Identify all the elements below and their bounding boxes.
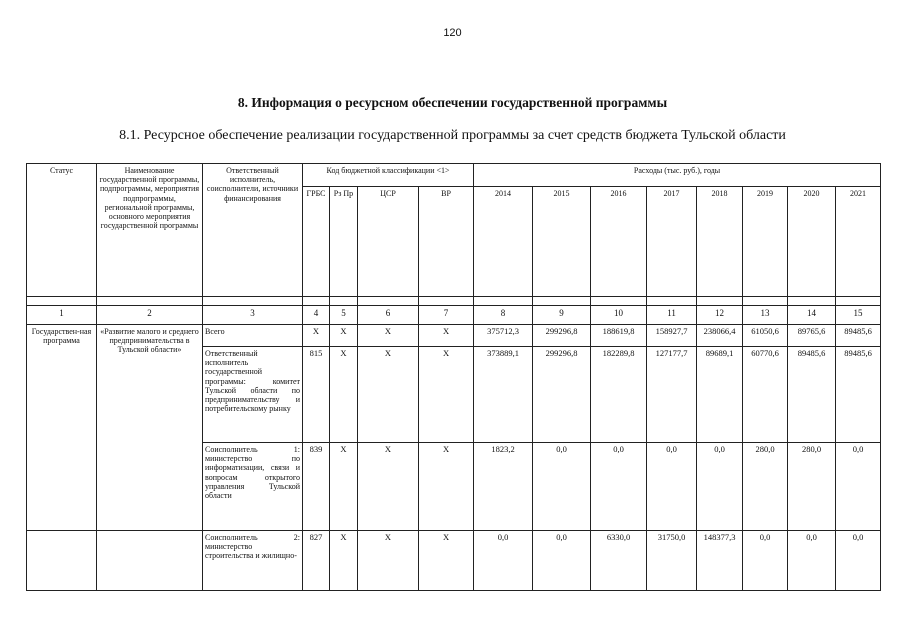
header-year-2016: 2016	[591, 187, 647, 297]
value-cell: 60770,6	[743, 347, 788, 443]
value-cell: 0,0	[836, 531, 881, 591]
value-cell: 238066,4	[697, 325, 743, 347]
status-cell: Государствен-ная программа	[27, 325, 97, 531]
header-grbs: ГРБС	[303, 187, 330, 297]
vr-cell: Х	[419, 531, 474, 591]
header-row-1	[27, 164, 881, 187]
value-cell: 0,0	[591, 443, 647, 531]
value-cell: 280,0	[788, 443, 836, 531]
grbs-cell: 839	[303, 443, 330, 531]
row-label: Всего	[203, 325, 303, 347]
header-year-2020: 2020	[788, 187, 836, 297]
column-number: 7	[419, 306, 474, 325]
column-number: 6	[358, 306, 419, 325]
value-cell: 188619,8	[591, 325, 647, 347]
column-number: 1	[27, 306, 97, 325]
column-number: 10	[591, 306, 647, 325]
value-cell: 375712,3	[474, 325, 533, 347]
column-number: 8	[474, 306, 533, 325]
value-cell: 299296,8	[533, 347, 591, 443]
value-cell: 0,0	[533, 443, 591, 531]
header-year-2014: 2014	[474, 187, 533, 297]
value-cell: 299296,8	[533, 325, 591, 347]
column-number: 15	[836, 306, 881, 325]
value-cell: 6330,0	[591, 531, 647, 591]
rzpr-cell: Х	[330, 325, 358, 347]
column-number-row	[27, 306, 881, 325]
row-label: Ответственный исполнитель государственной программы: комитет Тульской области по предпринимательству и потребительскому рынку	[203, 347, 303, 443]
header-year-2019: 2019	[743, 187, 788, 297]
column-number: 13	[743, 306, 788, 325]
row-label: Соисполнитель 2: министерство строительства и жилищно-	[203, 531, 303, 591]
value-cell: 373889,1	[474, 347, 533, 443]
header-expenses: Расходы (тыс. руб.), годы	[474, 164, 881, 187]
grbs-cell: 815	[303, 347, 330, 443]
subsection-heading: 8.1. Ресурсное обеспечение реализации государственной программы за счет средств бюджета Тульской области	[119, 128, 786, 143]
value-cell: 182289,8	[591, 347, 647, 443]
column-number: 9	[533, 306, 591, 325]
header-responsible: Ответственный исполнитель, соисполнители, источники финансирования	[203, 164, 303, 297]
program-name-cell	[97, 531, 203, 591]
value-cell: 61050,6	[743, 325, 788, 347]
rzpr-cell: Х	[330, 531, 358, 591]
column-number: 5	[330, 306, 358, 325]
vr-cell: Х	[419, 347, 474, 443]
header-year-2018: 2018	[697, 187, 743, 297]
vr-cell: Х	[419, 443, 474, 531]
value-cell: 89485,6	[836, 325, 881, 347]
rzpr-cell: Х	[330, 443, 358, 531]
table-row	[27, 531, 881, 591]
value-cell: 0,0	[474, 531, 533, 591]
value-cell: 89765,6	[788, 325, 836, 347]
header-vr: ВР	[419, 187, 474, 297]
header-name: Наименование государственной программы, подпрограммы, мероприятия подпрограммы, региональной программы, основного мероприятия государственной программы	[97, 164, 203, 297]
rzpr-cell: Х	[330, 347, 358, 443]
column-number: 12	[697, 306, 743, 325]
resource-table	[26, 163, 881, 591]
header-status: Статус	[27, 164, 97, 297]
header-year-2021: 2021	[836, 187, 881, 297]
value-cell: 0,0	[533, 531, 591, 591]
column-number: 3	[203, 306, 303, 325]
header-csr: ЦСР	[358, 187, 419, 297]
row-label: Соисполнитель 1: министерство по информатизации, связи и вопросам открытого управления Тульской области	[203, 443, 303, 531]
value-cell: 0,0	[697, 443, 743, 531]
table-row	[27, 325, 881, 347]
column-number: 11	[647, 306, 697, 325]
value-cell: 1823,2	[474, 443, 533, 531]
column-number: 2	[97, 306, 203, 325]
value-cell: 31750,0	[647, 531, 697, 591]
header-rzpr: Рз Пр	[330, 187, 358, 297]
csr-cell: Х	[358, 443, 419, 531]
value-cell: 127177,7	[647, 347, 697, 443]
status-cell	[27, 531, 97, 591]
csr-cell: Х	[358, 325, 419, 347]
program-name-cell: «Развитие малого и среднего предпринимательства в Тульской области»	[97, 325, 203, 531]
value-cell: 0,0	[743, 531, 788, 591]
column-number: 14	[788, 306, 836, 325]
header-year-2017: 2017	[647, 187, 697, 297]
section-heading: 8. Информация о ресурсном обеспечении государственной программы	[237, 95, 668, 110]
value-cell: 158927,7	[647, 325, 697, 347]
value-cell: 89485,6	[836, 347, 881, 443]
value-cell: 0,0	[836, 443, 881, 531]
value-cell: 0,0	[788, 531, 836, 591]
grbs-cell: Х	[303, 325, 330, 347]
value-cell: 280,0	[743, 443, 788, 531]
vr-cell: Х	[419, 325, 474, 347]
grbs-cell: 827	[303, 531, 330, 591]
csr-cell: Х	[358, 347, 419, 443]
column-number: 4	[303, 306, 330, 325]
value-cell: 89689,1	[697, 347, 743, 443]
header-spacer	[27, 297, 881, 306]
csr-cell: Х	[358, 531, 419, 591]
header-bk-code: Код бюджетной классификации <1>	[303, 164, 474, 187]
page-number: 120	[443, 27, 462, 39]
value-cell: 0,0	[647, 443, 697, 531]
value-cell: 89485,6	[788, 347, 836, 443]
header-year-2015: 2015	[533, 187, 591, 297]
value-cell: 148377,3	[697, 531, 743, 591]
